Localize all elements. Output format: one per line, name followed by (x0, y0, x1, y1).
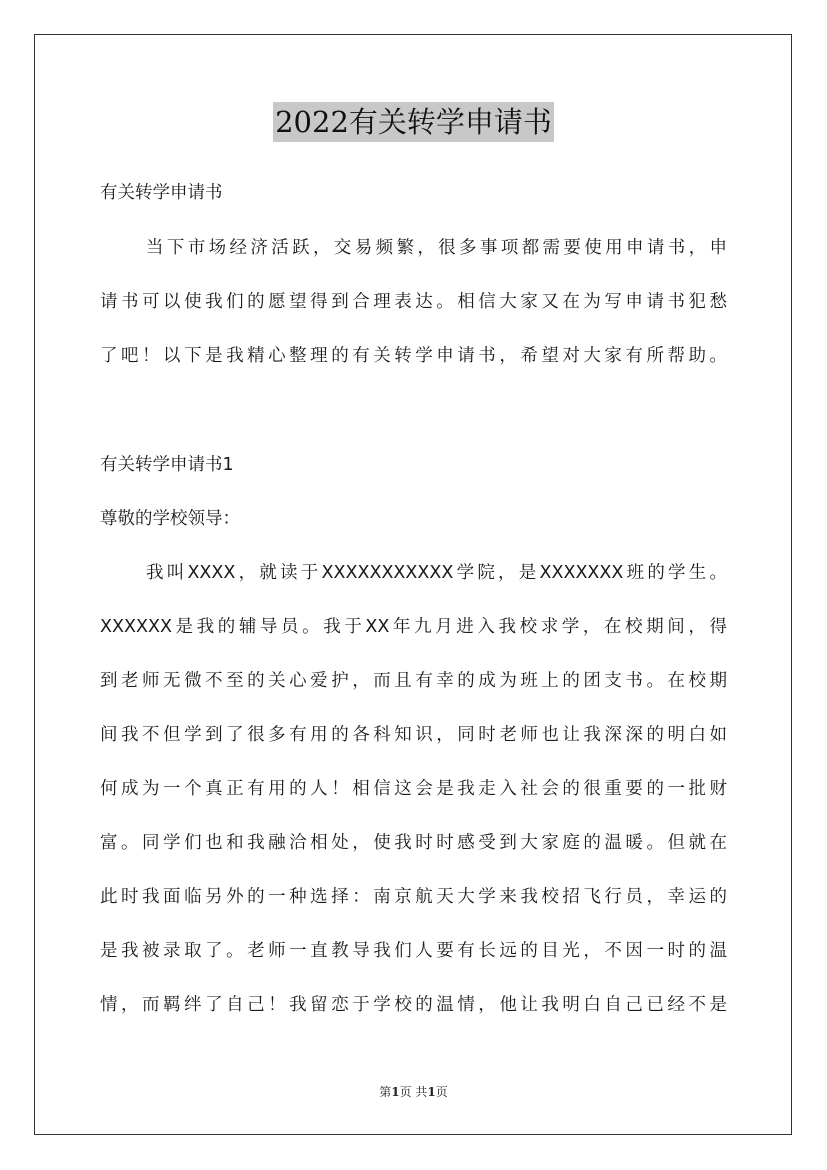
body-line: 此时我面临另外的一种选择：南京航天大学来我校招飞行员，幸运的 (100, 887, 727, 907)
body-line: 是我被录取了。老师一直教导我们人要有长远的目光，不因一时的温 (100, 941, 727, 961)
body-line: XXXXXX是我的辅导员。我于XX年九月进入我校求学，在校期间，得 (100, 617, 727, 637)
body-line: 富。同学们也和我融洽相处，使我时时感受到大家庭的温暖。但就在 (100, 833, 727, 853)
page-footer (0, 1083, 827, 1100)
footer-current-page: 1 (391, 1085, 400, 1099)
intro-line: 了吧！以下是我精心整理的有关转学申请书，希望对大家有所帮助。 (100, 346, 727, 366)
title-container (0, 102, 827, 142)
body-line: 情，而羁绊了自己！我留恋于学校的温情，他让我明白自己已经不是 (100, 995, 727, 1015)
body-line: 间我不但学到了很多有用的各科知识，同时老师也让我深深的明白如 (100, 725, 727, 745)
salutation: 尊敬的学校领导： (100, 509, 240, 529)
document-subtitle: 有关转学申请书 (100, 183, 223, 203)
section-heading: 有关转学申请书1 (100, 455, 234, 475)
footer-mid: 页 共 (399, 1085, 428, 1099)
intro-line: 当下市场经济活跃，交易频繁，很多事项都需要使用申请书，申 (146, 238, 727, 258)
footer-total-pages: 1 (427, 1085, 436, 1099)
body-line: 何成为一个真正有用的人！相信这会是我走入社会的很重要的一批财 (100, 779, 727, 799)
document-title: 2022有关转学申请书 (273, 102, 554, 142)
footer-suffix: 页 (435, 1085, 448, 1099)
body-line: 到老师无微不至的关心爱护，而且有幸的成为班上的团支书。在校期 (100, 671, 727, 691)
footer-prefix: 第 (379, 1085, 392, 1099)
body-line: 我叫XXXX，就读于XXXXXXXXXXX学院，是XXXXXXX班的学生。 (146, 563, 727, 583)
intro-line: 请书可以使我们的愿望得到合理表达。相信大家又在为写申请书犯愁 (100, 292, 727, 312)
